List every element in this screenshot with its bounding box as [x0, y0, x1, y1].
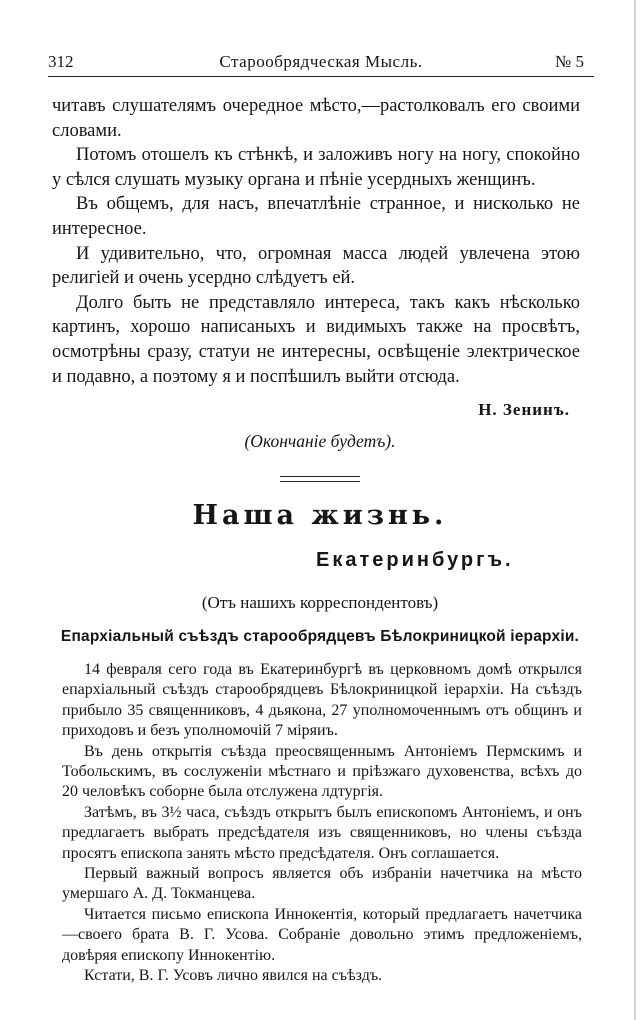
- section-divider: [280, 476, 360, 482]
- article-paragraph: Долго быть не представляло интереса, такъ какъ нѣсколько картинъ, хорошо написаныхъ и видимыхъ также на просвѣтъ, осмотрѣны сразу, статуи не интересны, освѣщеніе электрическое и подавно, а поэтому я и поспѣшилъ выйти отсюда.: [52, 292, 580, 387]
- city-heading: Екатеринбургъ.: [316, 549, 514, 571]
- report-paragraph: Первый важный вопросъ является объ избраніи начетчика на мѣсто умершаго А. Д. Токманцева.: [62, 865, 582, 903]
- to-be-continued: (Окончаніе будетъ).: [244, 431, 396, 451]
- article-end: [52, 94, 580, 389]
- issue-number: № 5: [555, 52, 584, 71]
- report-body: [62, 660, 582, 987]
- report-subhead: Епархіальный съѣздъ старообрядцевъ Бѣлокриницкой іерархіи.: [60, 628, 580, 645]
- article-paragraph: Въ общемъ, для насъ, впечатлѣніе странное, и нисколько не интересное.: [52, 194, 580, 239]
- article-paragraph: читавъ слушателямъ очередное мѣсто,—растолковалъ его своими словами.: [52, 96, 580, 141]
- report-paragraph: Въ день открытія съѣзда преосвященнымъ Антоніемъ Пермскимъ и Тобольскимъ, въ сослуженіи мѣстнаго и пріѣзжаго духовенства, всѣхъ до 20 человѣкъ соборне была отслужена лдтургія.: [62, 742, 582, 801]
- running-header: [48, 52, 594, 78]
- report-paragraph: Затѣмъ, въ 3½ часа, съѣздъ открытъ былъ епископомъ Антоніемъ, и онъ предлагаетъ выбрать предсѣдателя изъ священниковъ, но члены съѣзда просятъ епископа занять мѣсто предсѣдателя. Онъ соглашается.: [62, 803, 582, 862]
- section-title: Наша жизнь.: [192, 500, 448, 531]
- article-paragraph: Потомъ отошелъ къ стѣнкѣ, и заложивъ ногу на ногу, спокойно у сѣлся слушать музыку органа и пѣніе усердныхъ женщинъ.: [52, 145, 580, 190]
- article-paragraph: И удивительно, что, огромная масса людей увлечена этою религіей и очень усердно слѣдуетъ ей.: [52, 243, 580, 289]
- page-edge-shadow: [634, 0, 636, 1020]
- journal-title: Старообрядческая Мысль.: [219, 52, 423, 71]
- report-paragraph: Кстати, В. Г. Усовъ лично явился на съѣздъ.: [84, 967, 383, 985]
- page-number: 312: [48, 52, 74, 71]
- author-signature: Н. Зенинъ.: [478, 400, 570, 419]
- report-paragraph: Читается письмо епископа Иннокентія, который предлагаетъ начетчика—своего брата В. Г. Усова. Собраніе довольно этимъ предложеніемъ, довѣряя епископу Иннокентію.: [62, 905, 582, 964]
- header-rule: [48, 76, 594, 77]
- report-paragraph: 14 февраля сего года въ Екатеринбургѣ въ церковномъ домѣ открылся епархіальный съѣздъ старообрядцевъ Бѣлокриницкой іерархіи. На съѣздъ прибыло 35 священниковъ, 4 дьякона, 27 уполномоченнымъ отъ общинъ и приходовъ и безъ уполномочій 7 міряиъ.: [62, 661, 582, 740]
- byline: (Отъ нашихъ корреспондентовъ): [201, 593, 439, 612]
